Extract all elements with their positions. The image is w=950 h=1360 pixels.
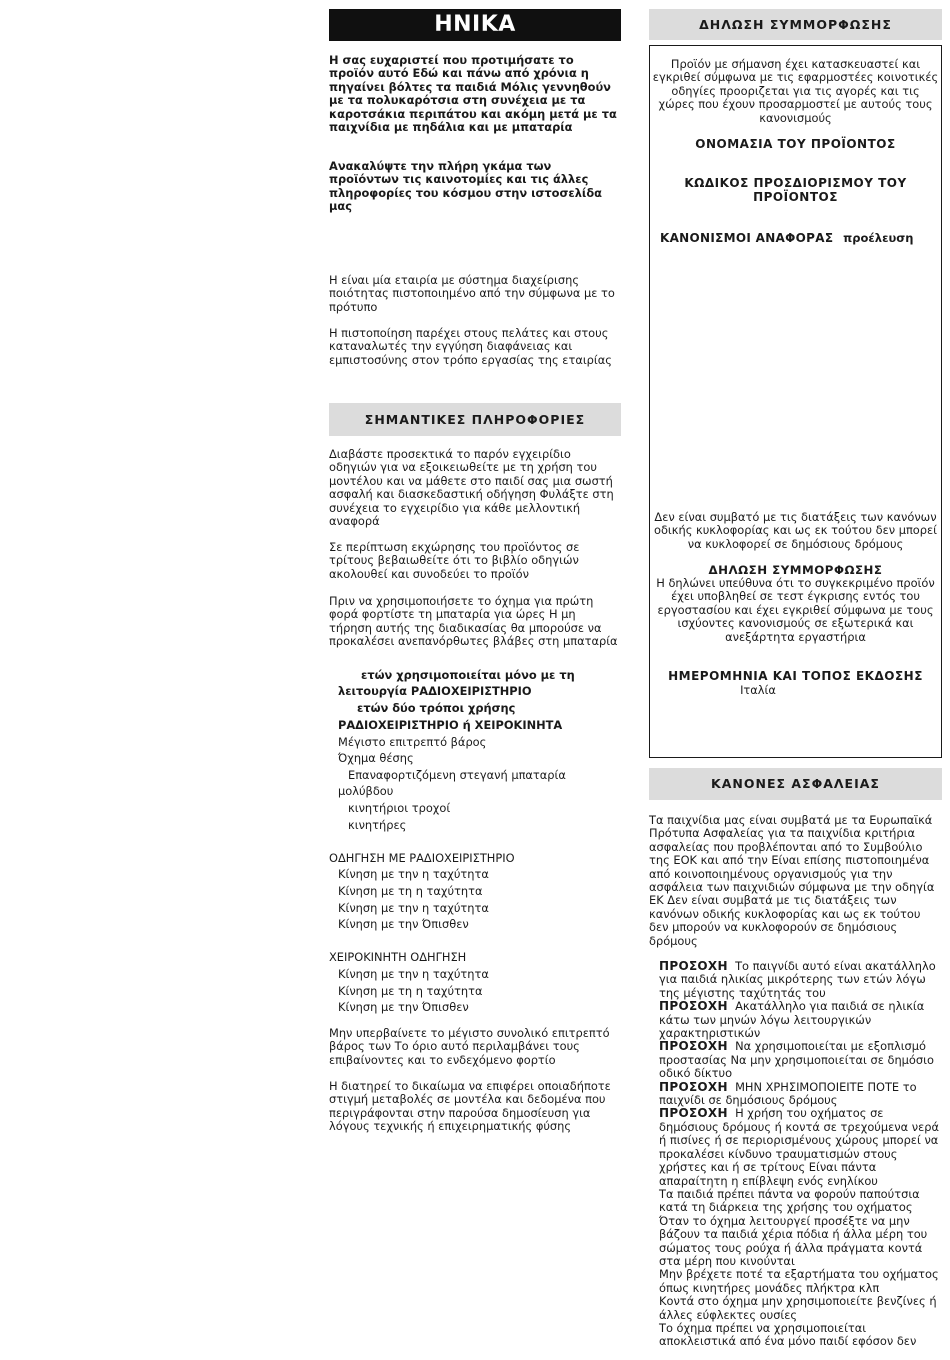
important-paragraph-3: Πριν να χρησιμοποιήσετε το όχημα για πρώτη φορά φορτίστε τη μπαταρία για ώρες Η μη τήρηση αυτής της διαδικασίας θα μπορούσε να προκαλέσει ανεπανόρθωτες βλάβες στη μπαταρία (329, 594, 618, 649)
warning-text: ΜΗΝ ΧΡΗΣΙΜΟΠΟΙΕΙΤΕ ΠΟΤΕ το παιχνίδι σε δημόσιους δρόμους (659, 1079, 917, 1108)
weight-note-paragraph: Μην υπερβαίνετε το μέγιστο συνολικό επιτρεπτό βάρος των Το όριο αυτό περιλαμβάνει τους επιβαίνοντες και το ενδεχόμενο φορτίο (329, 1026, 610, 1067)
safety-rule: Τα παιδιά πρέπει πάντα να φορούν παπούτσια κατά τη διάρκεια της χρήσης του οχήματος (659, 1186, 920, 1215)
regulations-label: ΚΑΝΟΝΙΣΜΟΙ ΑΝΑΦΟΡΑΣ (660, 231, 834, 245)
manual-driving-line: Κίνηση με την η ταχύτητα (338, 967, 489, 981)
warning-label: ΠΡΟΣΟΧΗ (659, 1106, 728, 1121)
warning-item (659, 1107, 942, 1187)
safety-intro: Τα παιχνίδια μας είναι συμβατά με τα Ευρωπαϊκά Πρότυπα Ασφαλείας για τα παιχνίδια κριτήρια ασφαλείας που προβλέπονται από το Συμβούλιο της ΕΟΚ και από την Είναι επίσης πιστοποιημένα από κοινοποιημένους οργανισμούς για την ασφάλεια των παιχνιδιών σύμφωνα με την οδηγία ΕΚ Δεν είναι συμβατά με τις διατάξεις των κανόνων οδικής κυκλοφορίας και ως εκ τούτου δεν μπορούν να κυκλοφορούν σε δημόσιους δρόμους (649, 813, 935, 948)
road-notice: Δεν είναι συμβατό με τις διατάξεις των κανόνων οδικής κυκλοφορίας και ως εκ τούτου δεν μπορεί να κυκλοφορεί σε δημόσιους δρόμους (653, 510, 938, 551)
spec-line: λειτουργία ΡΑΔΙΟΧΕΙΡΙΣΤΗΡΙΟ (338, 684, 532, 698)
safety-rule: Το όχημα πρέπει να χρησιμοποιείται αποκλειστικά από ένα μόνο παιδί εφόσον δεν (659, 1320, 917, 1349)
warnings-list (659, 960, 942, 1349)
intro-discover-paragraph: Ανακαλύψτε την πλήρη γκάμα των προϊόντων τις καινοτομίες και τις άλλες πληροφορίες του κόσμου στην ιστοσελίδα μας (329, 159, 602, 214)
company-certification-paragraph: Η πιστοποίηση παρέχει στους πελάτες και στους καταναλωτές την εγγύηση διαφάνειας και εμπιστοσύνης στον τρόπο εργασίας της εταιρίας (329, 326, 612, 367)
radio-driving-line: Κίνηση με την η ταχύτητα (338, 901, 489, 915)
warning-text: Να χρησιμοποιείται με εξοπλισμό προστασίας Να μην χρησιμοποιείται σε δημόσιο οδικό δίκτυο (659, 1039, 934, 1081)
spec-line: ΡΑΔΙΟΧΕΙΡΙΣΤΗΡΙΟ ή ΧΕΙΡΟΚΙΝΗΤΑ (338, 718, 563, 732)
spec-line: ετών χρησιμοποιείται μόνο με τη (361, 668, 575, 682)
conformity-intro: Προϊόν με σήμανση έχει κατασκευαστεί και εγκριθεί σύμφωνα με τις εφαρμοστέες κοινοτικές οδηγίες προοριζεται για τις αγορές και τις χώρες που έχουν προσαρμοστεί με αυτούς τους κανονισμούς (652, 57, 939, 125)
warning-text: Ακατάλληλο για παιδιά σε ηλικία κάτω των μηνών λόγω λειτουργικών χαρακτηριστικών (659, 999, 925, 1041)
warning-label: ΠΡΟΣΟΧΗ (659, 1039, 728, 1054)
manual-driving-heading: ΧΕΙΡΟΚΙΝΗΤΗ ΟΔΗΓΗΣΗ (329, 950, 467, 964)
conformity-box (649, 45, 942, 758)
regulations-row (660, 231, 938, 245)
radio-driving-line: Κίνηση με την Όπισθεν (338, 917, 469, 931)
important-paragraph-2: Σε περίπτωση εκχώρησης του προϊόντος σε τρίτους βεβαιωθείτε ότι το βιβλίο οδηγιών ακολουθεί και συνοδεύει το προϊόν (329, 540, 580, 581)
important-info-heading: ΣΗΜΑΝΤΙΚΕΣ ΠΛΗΡΟΦΟΡΙΕΣ (329, 403, 621, 436)
place-value: Ιταλία (740, 683, 776, 697)
page-title: ΗΝΙΚΑ (329, 9, 621, 41)
spec-line: Επαναφορτιζόμενη στεγανή μπαταρία (348, 768, 566, 782)
spec-line: κινητήριοι τροχοί (348, 801, 451, 815)
origin-label: προέλευση (843, 231, 914, 245)
warning-item (659, 960, 942, 1000)
rights-note-paragraph: Η διατηρεί το δικαίωμα να επιφέρει οποιαδήποτε στιγμή μεταβολές σε μοντέλα και δεδομένα που περιγράφονται στην παρούσα δημοσίευση για λόγους τεχνικής ή επιχειρηματικής φύσης (329, 1079, 611, 1134)
radio-driving-line: Κίνηση με την η ταχύτητα (338, 867, 489, 881)
declaration-text: Η δηλώνει υπεύθυνα ότι το συγκεκριμένο προϊόν έχει υποβληθεί σε τεστ έγκρισης εντός του εργοστασίου και έχει εγκριθεί σύμφωνα με τους ισχύοντες κανονισμούς σε εξωτερικά και ανεξάρτητα εργαστήρια (656, 576, 935, 644)
product-code-label: ΚΩΔΙΚΟΣ ΠΡΟΣΔΙΟΡΙΣΜΟΥ ΤΟΥ ΠΡΟΪΟΝΤΟΣ (684, 176, 907, 204)
radio-driving-heading: ΟΔΗΓΗΣΗ ΜΕ ΡΑΔΙΟΧΕΙΡΙΣΤΗΡΙΟ (329, 851, 515, 865)
spec-line: Όχημα θέσης (338, 751, 414, 765)
conformity-heading: ΔΗΛΩΣΗ ΣΥΜΜΟΡΦΩΣΗΣ (649, 9, 942, 40)
warning-text: Το παιγνίδι αυτό είναι ακατάλληλο για παιδιά ηλικίας μικρότερης των ετών λόγω της μέγιστης ταχύτητάς του (659, 959, 936, 1000)
manual-driving-line: Κίνηση με τη η ταχύτητα (338, 984, 483, 998)
spec-line: μολύβδου (338, 784, 394, 798)
radio-driving-line: Κίνηση με τη η ταχύτητα (338, 884, 483, 898)
warning-label: ΠΡΟΣΟΧΗ (659, 1079, 728, 1094)
warning-item (659, 1000, 942, 1040)
warning-text: Η χρήση του οχήματος σε δημόσιους δρόμους ή κοντά σε τρεχούμενα νερά ή πισίνες ή σε περιορισμένους χώρους μπορεί να προκαλέσει κίνδυνο τραυματισμών στους χρήστες και ή σε τρίτους Είναι πάντα απαραίτητη η επίβλεψη ενός ενηλίκου (659, 1106, 940, 1188)
warning-item (659, 1081, 942, 1108)
intro-thanks-paragraph: Η σας ευχαριστεί που προτιμήσατε το προϊόν αυτό Εδώ και πάνω από χρόνια η πηγαίνει βόλτες τα παιδιά Μόλις γεννηθούν με τα πολυκαρότσια στη συνέχεια με τα καροτσάκια περιπάτου και ακόμη μετά με τα παιχνίδια με πηδάλια και με μπαταρία (329, 53, 617, 135)
spec-line: Μέγιστο επιτρεπτό βάρος (338, 735, 487, 749)
product-name-label: ΟΝΟΜΑΣΙΑ ΤΟΥ ΠΡΟΪΟΝΤΟΣ (695, 137, 896, 151)
company-quality-paragraph: Η είναι μία εταιρία με σύστημα διαχείρισης ποιότητας πιστοποιημένο από την σύμφωνα με το πρότυπο (329, 273, 615, 314)
spec-line: ετών δύο τρόποι χρήσης (357, 701, 516, 715)
warning-label: ΠΡΟΣΟΧΗ (659, 999, 728, 1014)
safety-heading: ΚΑΝΟΝΕΣ ΑΣΦΑΛΕΙΑΣ (649, 768, 942, 800)
warning-label: ΠΡΟΣΟΧΗ (659, 959, 728, 973)
declaration-subheading: ΔΗΛΩΣΗ ΣΥΜΜΟΡΦΩΣΗΣ (708, 563, 883, 577)
date-place-label: ΗΜΕΡΟΜΗΝΙΑ ΚΑΙ ΤΟΠΟΣ ΕΚΔΟΣΗΣ (668, 669, 923, 683)
safety-rule: Κοντά στο όχημα μην χρησιμοποιείτε βενζίνες ή άλλες εύφλεκτες ουσίες (659, 1294, 937, 1322)
important-paragraph-1: Διαβάστε προσεκτικά το παρόν εγχειρίδιο οδηγιών για να εξοικειωθείτε με τη χρήση του μοντέλου και να μάθετε στο παιδί σας μια σωστή ασφαλή και διασκεδαστική οδήγηση Φυλάξτε στη συνέχεια το εγχειρίδιο για κάθε μελλοντική αναφορά (329, 447, 614, 529)
safety-rule: Όταν το όχημα λειτουργεί προσέξτε να μην βάζουν τα παιδιά χέρια πόδια ή άλλα μέρη του σώματος τους ρούχα ή άλλα πράγματα κοντά στα μέρη που κινούνται (659, 1213, 928, 1268)
safety-rule: Μην βρέχετε ποτέ τα εξαρτήματα του οχήματος όπως κινητήρες μονάδες πλήκτρα κλπ (659, 1267, 939, 1295)
spec-line: κινητήρες (348, 818, 407, 832)
warning-item (659, 1040, 942, 1080)
manual-driving-line: Κίνηση με την Όπισθεν (338, 1000, 469, 1014)
